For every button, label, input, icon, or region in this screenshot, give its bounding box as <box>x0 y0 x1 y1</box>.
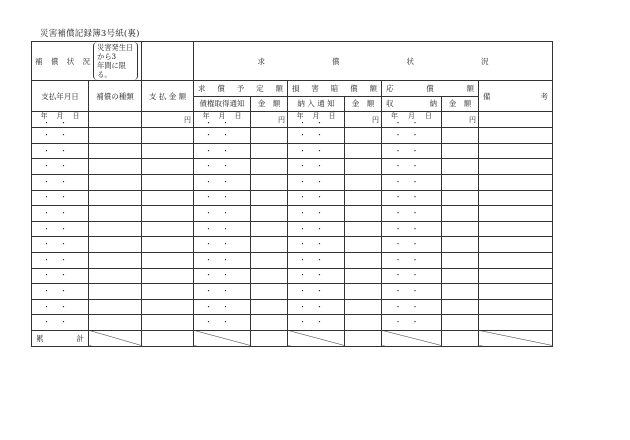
shuno-header: 収 納 <box>382 96 442 112</box>
date-cell[interactable]: ・・ <box>382 190 442 206</box>
ledger-row <box>32 221 553 237</box>
biko-cell[interactable] <box>479 252 553 268</box>
kyusho-kingaku-cell[interactable] <box>251 268 288 284</box>
shiharai-kingaku-cell[interactable] <box>142 159 194 175</box>
hosho-shurui-cell[interactable] <box>89 112 142 128</box>
saiken-shutoku-header: 債権取得通知 <box>194 96 251 112</box>
songai-kingaku-cell[interactable] <box>345 143 382 159</box>
date-cell[interactable]: ・・ <box>194 284 251 300</box>
date-cell[interactable]: ・・ <box>32 237 89 253</box>
ruikei-amount-cell[interactable] <box>442 330 479 346</box>
biko-cell[interactable] <box>479 128 553 144</box>
shiharai-kingaku-cell[interactable] <box>142 299 194 315</box>
biko-cell[interactable] <box>479 206 553 222</box>
songai-kingaku-cell[interactable] <box>345 252 382 268</box>
kyusho-kingaku-cell[interactable] <box>251 128 288 144</box>
shiharai-kingaku-cell[interactable] <box>142 174 194 190</box>
songai-kingaku-cell[interactable] <box>345 268 382 284</box>
ledger-row <box>32 268 553 284</box>
nonyu-tsuchi-header: 納 入 通 知 <box>288 96 345 112</box>
diagonal-slash-cell <box>194 330 251 346</box>
osho-kingaku-cell[interactable] <box>442 315 479 331</box>
date-cell[interactable]: 年 月 日 ・・ <box>32 112 89 128</box>
date-cell[interactable]: ・・ <box>288 128 345 144</box>
osho-kingaku-cell[interactable] <box>442 143 479 159</box>
kingaku-header-2: 金 額 <box>345 96 382 112</box>
shiharai-kingaku-cell[interactable] <box>142 315 194 331</box>
osho-kingaku-cell[interactable] <box>442 284 479 300</box>
hosho-shurui-cell[interactable] <box>89 143 142 159</box>
date-cell[interactable]: ・・ <box>194 174 251 190</box>
date-cell[interactable]: ・・ <box>32 268 89 284</box>
kyusho-kingaku-cell[interactable] <box>251 284 288 300</box>
songai-kingaku-cell[interactable] <box>345 174 382 190</box>
kyusho-kingaku-cell[interactable] <box>251 206 288 222</box>
date-cell[interactable]: ・・ <box>194 206 251 222</box>
shiharai-kingaku-cell[interactable] <box>142 221 194 237</box>
songai-kingaku-cell[interactable] <box>345 128 382 144</box>
hosho-shurui-cell[interactable] <box>89 206 142 222</box>
songai-kingaku-cell[interactable] <box>345 159 382 175</box>
kyusho-jokyo-header: 求 償 状 況 <box>194 42 553 81</box>
shiharai-kingaku-cell[interactable] <box>142 190 194 206</box>
date-cell[interactable]: ・・ <box>194 268 251 284</box>
date-cell[interactable]: ・・ <box>382 159 442 175</box>
date-cell[interactable]: 年 月 日 ・・ <box>382 112 442 128</box>
biko-cell[interactable] <box>479 143 553 159</box>
songai-kingaku-cell[interactable] <box>345 299 382 315</box>
date-cell[interactable]: ・・ <box>288 237 345 253</box>
date-cell[interactable]: ・・ <box>382 252 442 268</box>
shiharai-kingaku-cell[interactable] <box>142 268 194 284</box>
biko-cell[interactable] <box>479 268 553 284</box>
date-cell[interactable]: ・・ <box>288 252 345 268</box>
date-cell[interactable]: 年 月 日 ・・ <box>288 112 345 128</box>
date-cell[interactable]: ・・ <box>288 315 345 331</box>
osho-kingaku-cell[interactable] <box>442 159 479 175</box>
osho-header: 応 償 額 <box>382 81 479 97</box>
kyusho-kingaku-cell[interactable] <box>251 315 288 331</box>
kingaku-header-1: 金 額 <box>251 96 288 112</box>
date-cell[interactable]: ・・ <box>194 159 251 175</box>
hosho-jokyo-header: 補 償 状 況 災害発生日から3 年間に限る。 <box>32 42 142 81</box>
hosho-shurui-cell[interactable] <box>89 315 142 331</box>
osho-kingaku-cell[interactable] <box>442 128 479 144</box>
date-cell[interactable]: ・・ <box>32 221 89 237</box>
date-cell[interactable]: ・・ <box>32 206 89 222</box>
date-cell[interactable]: ・・ <box>288 159 345 175</box>
ledger-row <box>32 190 553 206</box>
biko-cell[interactable] <box>479 174 553 190</box>
shiharai-kingaku-header: 支 払 金 額 <box>142 81 194 112</box>
ruikei-amount-cell[interactable] <box>142 330 194 346</box>
date-cell[interactable]: ・・ <box>194 221 251 237</box>
hosho-shurui-cell[interactable] <box>89 252 142 268</box>
shiharai-kingaku-cell[interactable] <box>142 128 194 144</box>
ledger-row <box>32 299 553 315</box>
hosho-shurui-cell[interactable] <box>89 284 142 300</box>
date-cell[interactable]: ・・ <box>194 299 251 315</box>
date-cell[interactable]: ・・ <box>288 206 345 222</box>
date-cell[interactable]: ・・ <box>32 315 89 331</box>
shiharai-date-header: 支払年月日 <box>32 81 89 112</box>
kyusho-yotei-header: 求 償 予 定 額 <box>194 81 288 97</box>
date-cell[interactable]: ・・ <box>32 143 89 159</box>
hosho-shurui-cell[interactable] <box>89 268 142 284</box>
biko-cell[interactable] <box>479 112 553 128</box>
diagonal-slash-cell <box>89 330 142 346</box>
date-cell[interactable]: ・・ <box>382 128 442 144</box>
osho-kingaku-cell[interactable] <box>442 206 479 222</box>
songai-kingaku-cell[interactable]: 円 <box>345 112 382 128</box>
date-cell[interactable]: ・・ <box>194 315 251 331</box>
date-cell[interactable]: ・・ <box>288 143 345 159</box>
shiharai-kingaku-cell[interactable] <box>142 143 194 159</box>
date-cell[interactable]: ・・ <box>32 159 89 175</box>
date-cell[interactable]: ・・ <box>32 284 89 300</box>
biko-cell[interactable] <box>479 299 553 315</box>
date-cell[interactable]: ・・ <box>194 190 251 206</box>
date-cell[interactable]: ・・ <box>382 174 442 190</box>
diagonal-slash-cell <box>479 330 553 346</box>
date-cell[interactable]: ・・ <box>288 190 345 206</box>
songai-kingaku-cell[interactable] <box>345 190 382 206</box>
songai-kingaku-cell[interactable] <box>345 284 382 300</box>
shiharai-kingaku-cell[interactable] <box>142 252 194 268</box>
date-cell[interactable]: ・・ <box>32 252 89 268</box>
songai-kingaku-cell[interactable] <box>345 237 382 253</box>
kyusho-kingaku-cell[interactable] <box>251 143 288 159</box>
hosho-shurui-cell[interactable] <box>89 299 142 315</box>
date-cell[interactable]: 年 月 日 ・・ <box>194 112 251 128</box>
hosho-shurui-cell[interactable] <box>89 159 142 175</box>
hosho-shurui-cell[interactable] <box>89 174 142 190</box>
osho-kingaku-cell[interactable] <box>442 221 479 237</box>
date-cell[interactable]: ・・ <box>288 284 345 300</box>
osho-kingaku-cell[interactable] <box>442 174 479 190</box>
compensation-ledger-table <box>31 41 553 347</box>
biko-cell[interactable] <box>479 284 553 300</box>
biko-cell[interactable] <box>479 237 553 253</box>
ruikei-amount-cell[interactable] <box>345 330 382 346</box>
date-cell[interactable]: ・・ <box>382 206 442 222</box>
date-cell[interactable]: ・・ <box>288 299 345 315</box>
biko-cell[interactable] <box>479 190 553 206</box>
date-cell[interactable]: ・・ <box>32 128 89 144</box>
date-cell[interactable]: ・・ <box>194 237 251 253</box>
date-cell[interactable]: ・・ <box>288 268 345 284</box>
kyusho-kingaku-cell[interactable]: 円 <box>251 112 288 128</box>
osho-kingaku-cell[interactable] <box>442 299 479 315</box>
shiharai-kingaku-cell[interactable] <box>142 237 194 253</box>
date-cell[interactable]: ・・ <box>382 315 442 331</box>
ledger-row <box>32 128 553 144</box>
date-cell[interactable]: ・・ <box>32 190 89 206</box>
songai-baisho-header: 損 害 賠 償 額 <box>288 81 382 97</box>
biko-cell[interactable] <box>479 159 553 175</box>
kyusho-kingaku-cell[interactable] <box>251 174 288 190</box>
hosho-shurui-cell[interactable] <box>89 190 142 206</box>
biko-cell[interactable] <box>479 221 553 237</box>
date-cell[interactable]: ・・ <box>382 221 442 237</box>
songai-kingaku-cell[interactable] <box>345 315 382 331</box>
hosho-shurui-cell[interactable] <box>89 128 142 144</box>
date-cell[interactable]: ・・ <box>288 174 345 190</box>
date-cell[interactable]: ・・ <box>32 299 89 315</box>
osho-kingaku-cell[interactable] <box>442 237 479 253</box>
shiharai-kingaku-cell[interactable] <box>142 206 194 222</box>
kyusho-kingaku-cell[interactable] <box>251 299 288 315</box>
ledger-row <box>32 112 553 128</box>
kyusho-kingaku-cell[interactable] <box>251 252 288 268</box>
ledger-row <box>32 206 553 222</box>
document-title: 災害補償記録簿3号紙(裏) <box>40 29 140 39</box>
osho-kingaku-cell[interactable] <box>442 268 479 284</box>
hosho-shurui-header: 補償の種類 <box>89 81 142 112</box>
date-cell[interactable]: ・・ <box>382 237 442 253</box>
date-cell[interactable]: ・・ <box>288 221 345 237</box>
ruikei-row <box>32 330 553 346</box>
osho-kingaku-cell[interactable] <box>442 252 479 268</box>
ledger-row <box>32 315 553 331</box>
biko-header: 備 考 <box>479 81 553 112</box>
songai-kingaku-cell[interactable] <box>345 206 382 222</box>
ledger-row <box>32 252 553 268</box>
kingaku-header-3: 金 額 <box>442 96 479 112</box>
date-cell[interactable]: ・・ <box>382 268 442 284</box>
ledger-row <box>32 284 553 300</box>
ruikei-label: 累 計 <box>32 330 89 346</box>
songai-kingaku-cell[interactable] <box>345 221 382 237</box>
osho-kingaku-cell[interactable]: 円 <box>442 112 479 128</box>
ledger-row <box>32 237 553 253</box>
ledger-row <box>32 174 553 190</box>
ruikei-amount-cell[interactable] <box>251 330 288 346</box>
osho-kingaku-cell[interactable] <box>442 190 479 206</box>
diagonal-slash-cell <box>288 330 345 346</box>
hosho-shurui-cell[interactable] <box>89 221 142 237</box>
date-cell[interactable]: ・・ <box>382 284 442 300</box>
date-cell[interactable]: ・・ <box>194 143 251 159</box>
period-note: 災害発生日から3 年間に限る。 <box>93 42 138 80</box>
date-cell[interactable]: ・・ <box>382 143 442 159</box>
kyusho-kingaku-cell[interactable] <box>251 190 288 206</box>
kyusho-kingaku-cell[interactable] <box>251 237 288 253</box>
diagonal-slash-cell <box>382 330 442 346</box>
kyusho-kingaku-cell[interactable] <box>251 221 288 237</box>
ledger-row <box>32 143 553 159</box>
shiharai-kingaku-cell[interactable] <box>142 284 194 300</box>
kyusho-kingaku-cell[interactable] <box>251 159 288 175</box>
date-cell[interactable]: ・・ <box>194 128 251 144</box>
date-cell[interactable]: ・・ <box>382 299 442 315</box>
ledger-row <box>32 159 553 175</box>
biko-cell[interactable] <box>479 315 553 331</box>
hosho-shurui-cell[interactable] <box>89 237 142 253</box>
date-cell[interactable]: ・・ <box>194 252 251 268</box>
shiharai-kingaku-cell[interactable]: 円 <box>142 112 194 128</box>
date-cell[interactable]: ・・ <box>32 174 89 190</box>
